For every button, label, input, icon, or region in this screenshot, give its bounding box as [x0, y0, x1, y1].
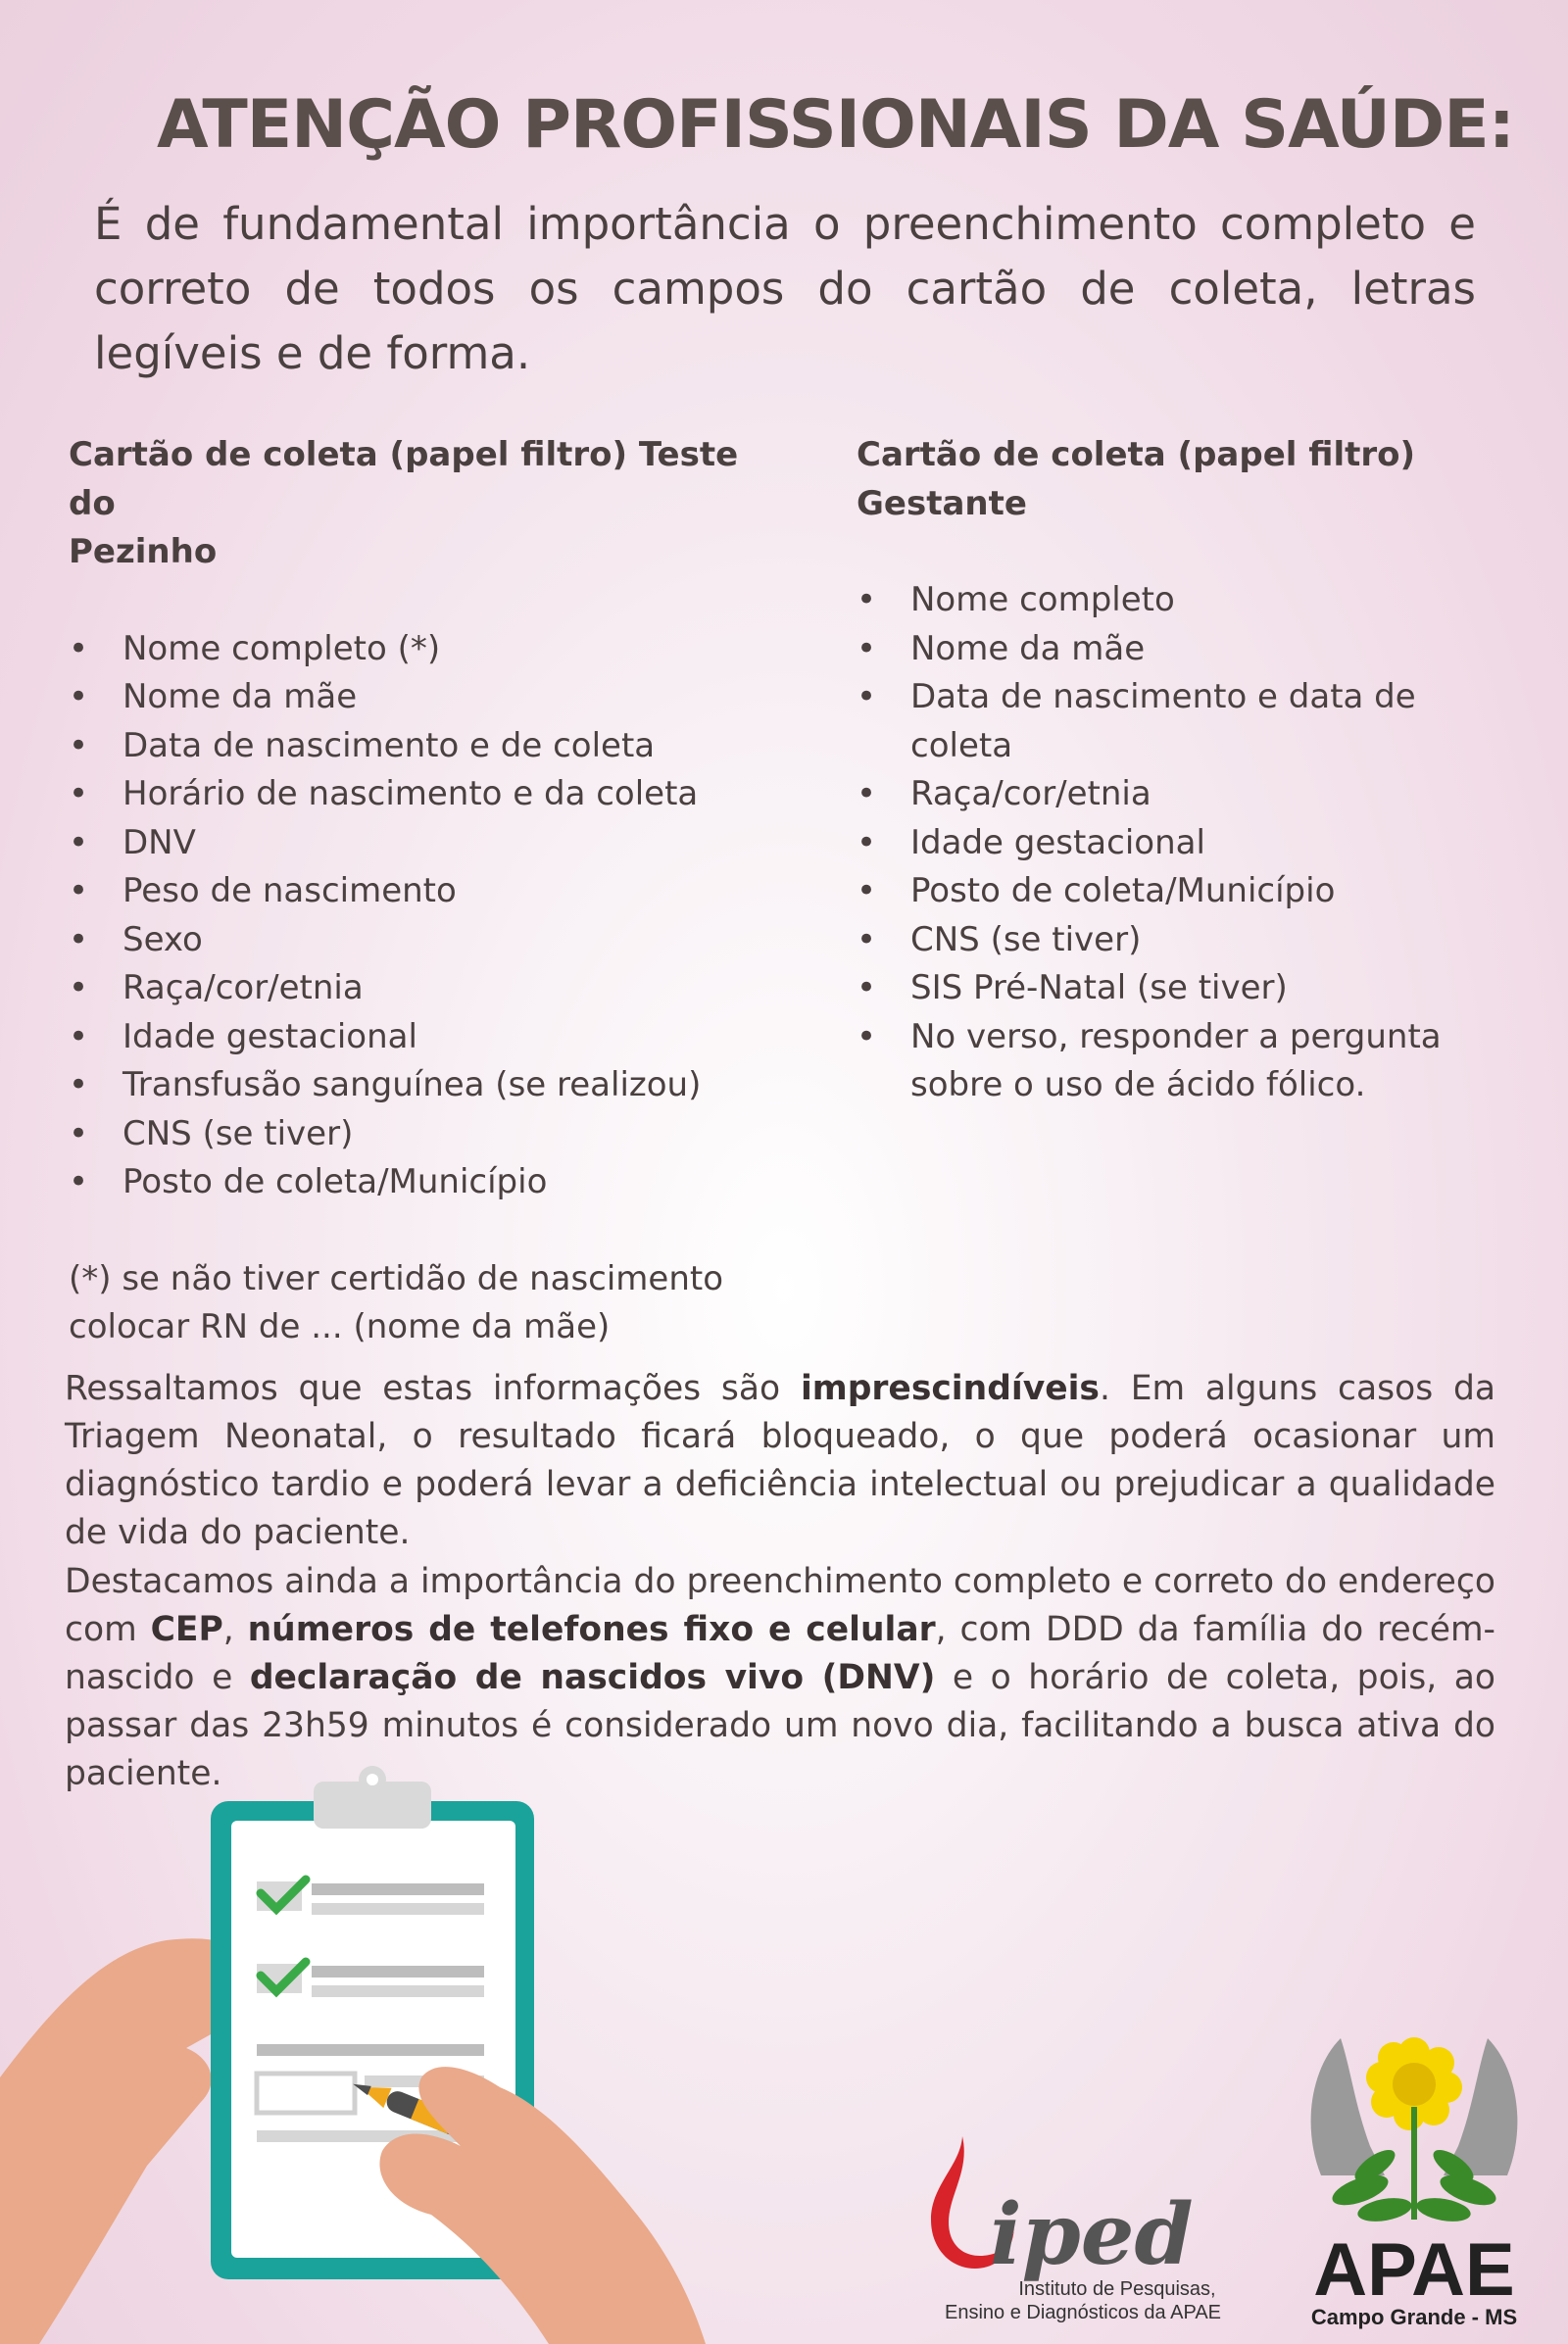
bullet-icon: •	[69, 725, 89, 765]
iped-tagline-1: Instituto de Pesquisas,	[1018, 2278, 1216, 2300]
list-item	[69, 964, 774, 1013]
bullet-icon: •	[69, 774, 89, 813]
list-item-label: Nome da mãe	[910, 628, 1146, 668]
bullet-icon: •	[857, 774, 877, 813]
list-item	[69, 625, 774, 674]
list-item-label: Sexo	[122, 919, 203, 959]
list-item	[857, 1013, 1484, 1110]
bullet-icon: •	[69, 1065, 89, 1104]
list-item	[857, 916, 1484, 965]
list-item	[857, 964, 1484, 1013]
list-item	[857, 576, 1484, 625]
p2-bold-phones: números de telefones fixo e celular	[247, 1610, 936, 1649]
footnote-line2: colocar RN de ... (nome da mãe)	[69, 1307, 611, 1346]
bullet-icon: •	[69, 677, 89, 716]
p2-text-c: ,	[222, 1610, 248, 1649]
list-item-label: Data de nascimento e de coleta	[122, 725, 656, 765]
list-item	[857, 867, 1484, 916]
right-column-heading	[857, 431, 1484, 528]
right-hand	[379, 2067, 706, 2344]
list-item-label: Raça/cor/etnia	[122, 968, 364, 1007]
apae-wordmark: APAE	[1313, 2228, 1515, 2312]
left-heading-line2: Pezinho	[69, 532, 218, 571]
p2-bold-cep: CEP	[150, 1610, 223, 1649]
bullet-icon: •	[69, 1162, 89, 1201]
right-heading-line1: Cartão de coleta (papel filtro)	[857, 435, 1416, 474]
left-column-heading	[69, 431, 774, 577]
list-item-label: Nome da mãe	[122, 677, 358, 716]
right-heading-line2: Gestante	[857, 483, 1027, 523]
list-item-label: Raça/cor/etnia	[910, 774, 1152, 813]
iped-logo	[921, 2126, 1245, 2322]
p2-bold-dnv: declaração de nascidos vivo (DNV)	[249, 1658, 936, 1697]
bullet-icon: •	[857, 822, 877, 862]
list-item	[69, 916, 774, 965]
list-item	[857, 770, 1484, 819]
list-item	[69, 1110, 774, 1159]
intro-text: É de fundamental importância o preenchimento completo e correto de todos os campos do cartão de coleta, letras legíveis e de forma.	[94, 198, 1476, 379]
list-item-label: No verso, responder a pergunta sobre o uso de ácido fólico.	[910, 1016, 1442, 1104]
list-item-label: Idade gestacional	[122, 1016, 417, 1056]
bullet-icon: •	[857, 968, 877, 1007]
list-item	[69, 867, 774, 916]
bullet-icon: •	[857, 580, 877, 619]
p1-text-a: Ressaltamos que estas informações são	[65, 1369, 801, 1408]
list-item	[857, 625, 1484, 674]
bullet-icon: •	[69, 628, 89, 668]
list-item-label: Posto de coleta/Município	[910, 871, 1336, 910]
footnote	[69, 1255, 774, 1352]
list-item-label: Data de nascimento e data de coleta	[910, 677, 1416, 765]
list-item-label: Horário de nascimento e da coleta	[122, 774, 699, 813]
list-item-label: Peso de nascimento	[122, 871, 457, 910]
list-item-label: DNV	[122, 822, 196, 862]
paragraph-importance	[65, 1365, 1495, 1557]
list-item	[69, 1158, 774, 1207]
list-item	[69, 819, 774, 868]
list-item-label: CNS (se tiver)	[122, 1113, 354, 1153]
list-item-label: Transfusão sanguínea (se realizou)	[122, 1065, 702, 1104]
p2-text-g: e o horário de coleta, pois, ao passar das 23h59 minutos é considerado um novo dia, facilitando a busca ativa do paciente.	[65, 1658, 1495, 1793]
left-checklist	[69, 625, 774, 1207]
clipboard-illustration	[0, 1754, 706, 2344]
list-item	[69, 1013, 774, 1062]
right-hand-icon	[1444, 2038, 1517, 2175]
apae-city: Campo Grande - MS	[1310, 2305, 1518, 2329]
bullet-icon: •	[857, 919, 877, 959]
list-item-label: Posto de coleta/Município	[122, 1162, 548, 1201]
list-item	[69, 722, 774, 771]
list-item-label: CNS (se tiver)	[910, 919, 1142, 959]
list-item	[69, 673, 774, 722]
list-item-label: SIS Pré-Natal (se tiver)	[910, 968, 1288, 1007]
bullet-icon: •	[69, 1113, 89, 1153]
left-column	[69, 431, 774, 1352]
left-heading-line1: Cartão de coleta (papel filtro) Teste do	[69, 435, 739, 523]
bullet-icon: •	[69, 871, 89, 910]
right-checklist	[857, 576, 1484, 1110]
page-title: ATENÇÃO PROFISSIONAIS DA SAÚDE:	[157, 86, 1514, 164]
bullet-icon: •	[857, 871, 877, 910]
list-item-label: Nome completo	[910, 580, 1175, 619]
list-item	[857, 673, 1484, 770]
bullet-icon: •	[69, 822, 89, 862]
iped-tagline-2: Ensino e Diagnósticos da APAE	[944, 2302, 1222, 2322]
list-item-label: Nome completo (*)	[122, 628, 441, 668]
bullet-icon: •	[857, 1016, 877, 1056]
p1-bold-imprescindiveis: imprescindíveis	[800, 1369, 1100, 1408]
bullet-icon: •	[857, 628, 877, 668]
list-item	[69, 1061, 774, 1110]
list-item-label: Idade gestacional	[910, 822, 1205, 862]
p1-text-c: . Em alguns casos da Triagem Neonatal, o resultado ficará bloqueado, o que poderá ocasionar um diagnóstico tardio e poderá levar a deficiência intelectual ou prejudicar a qualidade de vida do paciente.	[65, 1369, 1495, 1552]
right-column	[857, 431, 1484, 1110]
bullet-icon: •	[69, 1016, 89, 1056]
bullet-icon: •	[69, 919, 89, 959]
footnote-line1: (*) se não tiver certidão de nascimento	[69, 1258, 724, 1298]
bullet-icon: •	[69, 968, 89, 1007]
p2-text-e: , com DDD da família do recém-nascido e	[65, 1610, 1496, 1697]
list-item	[69, 770, 774, 819]
list-item	[857, 819, 1484, 868]
p2-text-a: Destacamos ainda a importância do preenchimento completo e correto do endereço com	[65, 1562, 1495, 1649]
apae-logo	[1292, 2009, 1537, 2332]
bullet-icon: •	[857, 677, 877, 716]
iped-wordmark: iped	[990, 2185, 1194, 2284]
